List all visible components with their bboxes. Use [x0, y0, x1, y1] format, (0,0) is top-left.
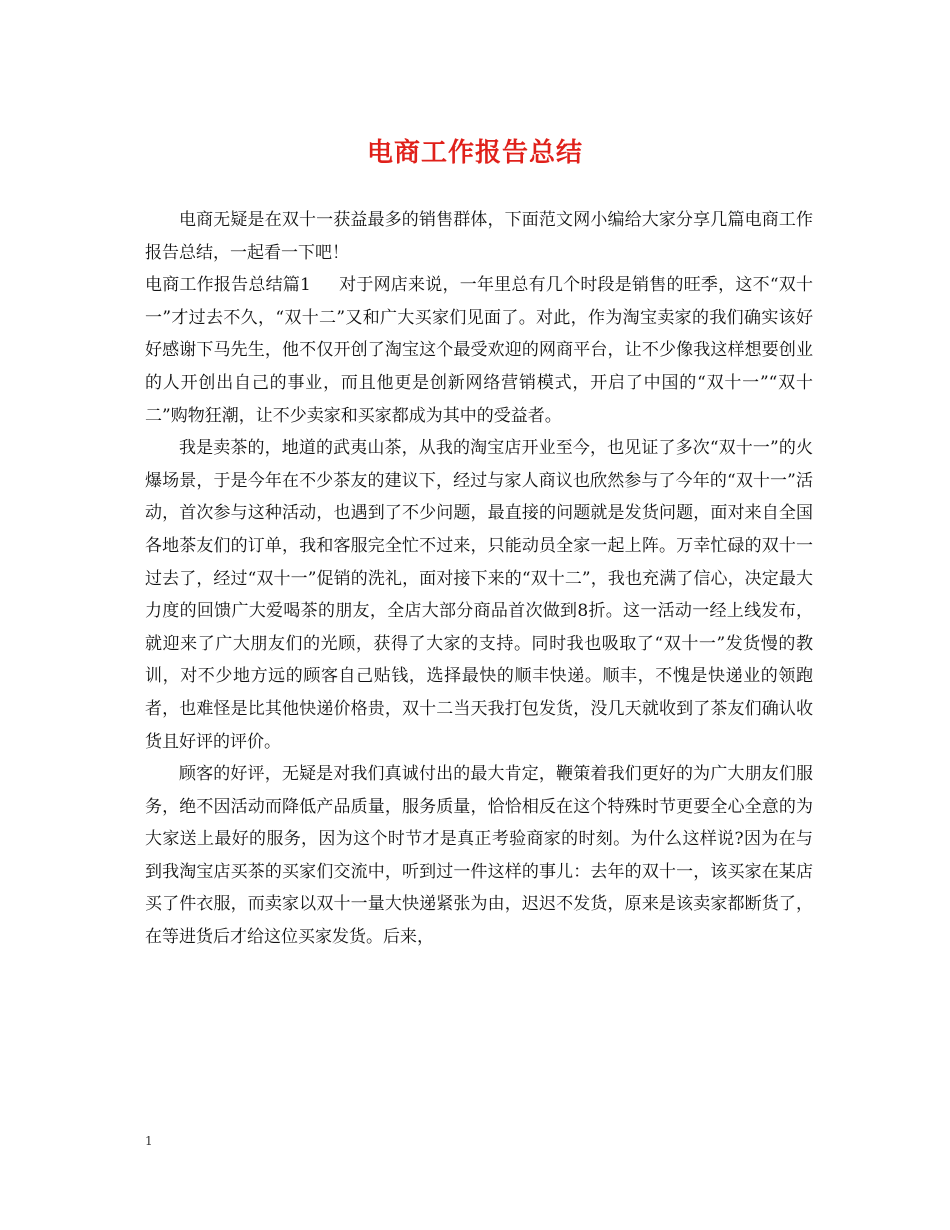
- paragraph-3: 顾客的好评，无疑是对我们真诚付出的最大肯定，鞭策着我们更好的为广大朋友们服务，绝不因活动而降低产品质量，服务质量，恰恰相反在这个特殊时节更要全心全意的为大家送上最好的服务，因为这个时节才是真正考验商家的时刻。为什么这样说?因为在与到我淘宝店买茶的买家们交流中，听到过一件这样的事儿：去年的双十一，该买家在某店买了件衣服，而卖家以双十一量大快递紧张为由，迟迟不发货，原来是该卖家都断货了，在等进货后才给这位买家发货。后来，: [145, 764, 813, 948]
- paragraph-1: 对于网店来说，一年里总有几个时段是销售的旺季，这不“双十一”才过去不久，“双十二”又和广大买家们见面了。对此，作为淘宝卖家的我们确实该好好感谢下马先生，他不仅开创了淘宝这个最受欢迎的网商平台，让不少像我这样想要创业的人开创出自己的事业，而且他更是创新网络营销模式，开启了中国的“双十一”“双十二”购物狂潮，让不少卖家和买家都成为其中的受益者。: [145, 275, 813, 426]
- page-number: 1: [145, 1134, 153, 1148]
- section-heading: 电商工作报告总结篇1: [145, 275, 311, 296]
- paragraph-2: 我是卖茶的，地道的武夷山茶，从我的淘宝店开业至今，也见证了多次“双十一”的火爆场景，于是今年在不少茶友的建议下，经过与家人商议也欣然参与了今年的“双十一”活动，首次参与这种活动，也遇到了不少问题，最直接的问题就是发货问题，面对来自全国各地茶友们的订单，我和客服完全忙不过来，只能动员全家一起上阵。万幸忙碌的双十一过去了，经过“双十一”促销的洗礼，面对接下来的“双十二”，我也充满了信心，决定最大力度的回馈广大爱喝茶的朋友，全店大部分商品首次做到8折。这一活动一经上线发布，就迎来了广大朋友们的光顾，获得了大家的支持。同时我也吸取了“双十一”发货慢的教训，对不少地方远的顾客自己贴钱，选择最快的顺丰快递。顺丰，不愧是快递业的领跑者，也难怪是比其他快递价格贵，双十二当天我打包发货，没几天就收到了茶友们确认收货且好评的评价。: [145, 438, 813, 752]
- document-title: 电商工作报告总结: [366, 138, 583, 168]
- intro-paragraph: 电商无疑是在双十一获益最多的销售群体，下面范文网小编给大家分享几篇电商工作报告总结，一起看一下吧！: [145, 210, 813, 263]
- document-body: [145, 204, 813, 954]
- section-1: [145, 269, 813, 432]
